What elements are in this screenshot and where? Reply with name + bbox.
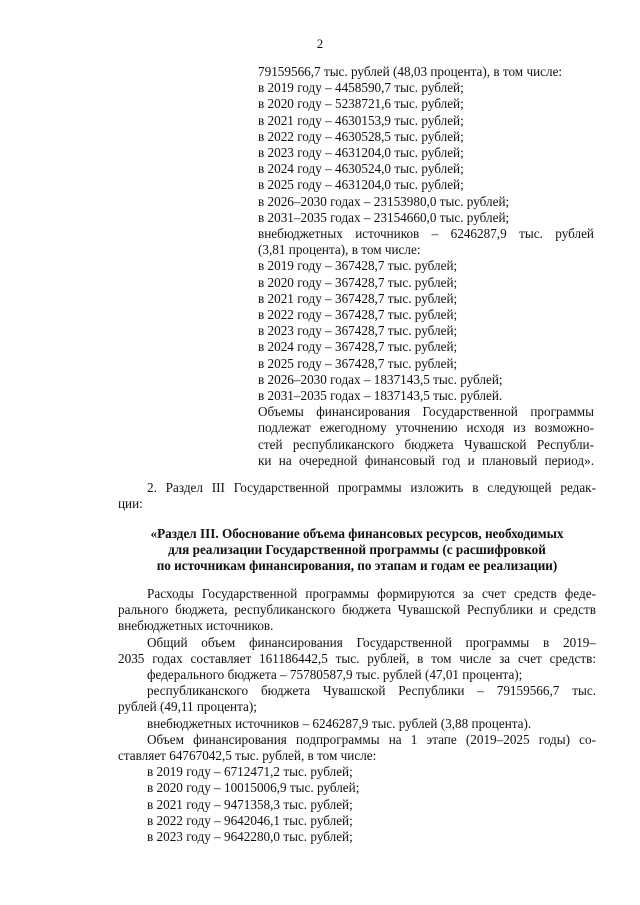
year-2024-line: в 2024 году – 4630524,0 тыс. рублей; <box>258 161 464 177</box>
extrabudget-percent-line: (3,81 процента), в том числе: <box>258 242 421 258</box>
body-line: 2035 годах составляет 161186442,5 тыс. рублей, в том числе за счет средств: <box>118 650 596 666</box>
extra-year-2022-line: в 2022 году – 367428,7 тыс. рублей; <box>258 307 458 323</box>
heading-line: по источникам финансирования, по этапам и годам ее реализации) <box>156 558 558 574</box>
stage-year-line: в 2020 году – 10015006,9 тыс. рублей; <box>147 780 360 796</box>
republic-budget-line: республиканского бюджета Чувашской Республики – 79159566,7 тыс. <box>147 683 596 699</box>
closing-line: стей республиканского бюджета Чувашской Республи- <box>258 436 594 452</box>
body-line: рального бюджета, республиканского бюджета Чувашской Республики и средств <box>118 602 596 618</box>
stage-year-line: в 2022 году – 9642046,1 тыс. рублей; <box>147 812 353 828</box>
extra-year-2024-line: в 2024 году – 367428,7 тыс. рублей; <box>258 339 458 355</box>
republic-budget-total-line: 79159566,7 тыс. рублей (48,03 процента), в том числе: <box>258 64 563 79</box>
year-2020-line: в 2020 году – 5238721,6 тыс. рублей; <box>258 96 464 112</box>
years-2031-2035-line: в 2031–2035 годах – 23154660,0 тыс. рублей; <box>258 209 510 225</box>
instruction-line: 2. Раздел III Государственной программы изложить в следующей редак- <box>147 480 596 495</box>
extrabudget-sources-line: внебюджетных источников – 6246287,9 тыс. рублей <box>258 226 594 242</box>
heading-line: «Раздел III. Обоснование объема финансовых ресурсов, необходимых <box>150 526 564 541</box>
body-line: внебюджетных источников. <box>118 618 274 634</box>
extra-year-2023-line: в 2023 году – 367428,7 тыс. рублей; <box>258 323 458 339</box>
closing-line: Объемы финансирования Государственной программы <box>258 404 594 420</box>
extra-year-2019-line: в 2019 году – 367428,7 тыс. рублей; <box>258 258 458 274</box>
financing-right-column <box>258 64 594 469</box>
stage-year-line: в 2019 году – 6712471,2 тыс. рублей; <box>147 764 353 780</box>
section-heading <box>118 526 596 575</box>
closing-line: подлежат ежегодному уточнению исходя из возможно- <box>258 420 594 436</box>
extra-year-2021-line: в 2021 году – 367428,7 тыс. рублей; <box>258 290 458 306</box>
instruction-line: ции: <box>118 496 143 512</box>
closing-paragraph <box>258 404 594 469</box>
page-number: 2 <box>316 36 324 51</box>
closing-line: ки на очередной финансовый год и плановый период». <box>258 452 594 468</box>
body-line: Объем финансирования подпрограммы на 1 этапе (2019–2025 годы) со- <box>147 731 596 747</box>
year-2021-line: в 2021 году – 4630153,9 тыс. рублей; <box>258 112 464 128</box>
extra-years-2026-2030-line: в 2026–2030 годах – 1837143,5 тыс. рублей; <box>258 371 503 387</box>
year-2025-line: в 2025 году – 4631204,0 тыс. рублей; <box>258 177 464 193</box>
year-2019-line: в 2019 году – 4458590,7 тыс. рублей; <box>258 80 464 96</box>
extra-year-2020-line: в 2020 году – 367428,7 тыс. рублей; <box>258 274 458 290</box>
federal-budget-line: федерального бюджета – 75780587,9 тыс. рублей (47,01 процента); <box>147 667 523 683</box>
body-line: ставляет 64767042,5 тыс. рублей, в том числе: <box>118 748 377 764</box>
section-body <box>118 586 596 845</box>
heading-line: для реализации Государственной программы (с расшифровкой <box>168 542 546 558</box>
years-2026-2030-line: в 2026–2030 годах – 23153980,0 тыс. рублей; <box>258 193 510 209</box>
year-2022-line: в 2022 году – 4630528,5 тыс. рублей; <box>258 128 464 144</box>
stage-year-line: в 2023 году – 9642280,0 тыс. рублей; <box>147 829 353 845</box>
body-line: Расходы Государственной программы формируются за счет средств феде- <box>147 586 596 601</box>
republic-budget-line: рублей (49,11 процента); <box>118 699 257 715</box>
extra-years-2031-2035-line: в 2031–2035 годах – 1837143,5 тыс. рублей. <box>258 388 503 404</box>
amendment-instruction <box>118 480 596 512</box>
body-line: Общий объем финансирования Государственной программы в 2019– <box>147 634 596 650</box>
year-2023-line: в 2023 году – 4631204,0 тыс. рублей; <box>258 145 464 161</box>
extrabudget-line: внебюджетных источников – 6246287,9 тыс. рублей (3,88 процента). <box>147 715 532 731</box>
stage-year-line: в 2021 году – 9471358,3 тыс. рублей; <box>147 796 353 812</box>
extra-year-2025-line: в 2025 году – 367428,7 тыс. рублей; <box>258 355 458 371</box>
